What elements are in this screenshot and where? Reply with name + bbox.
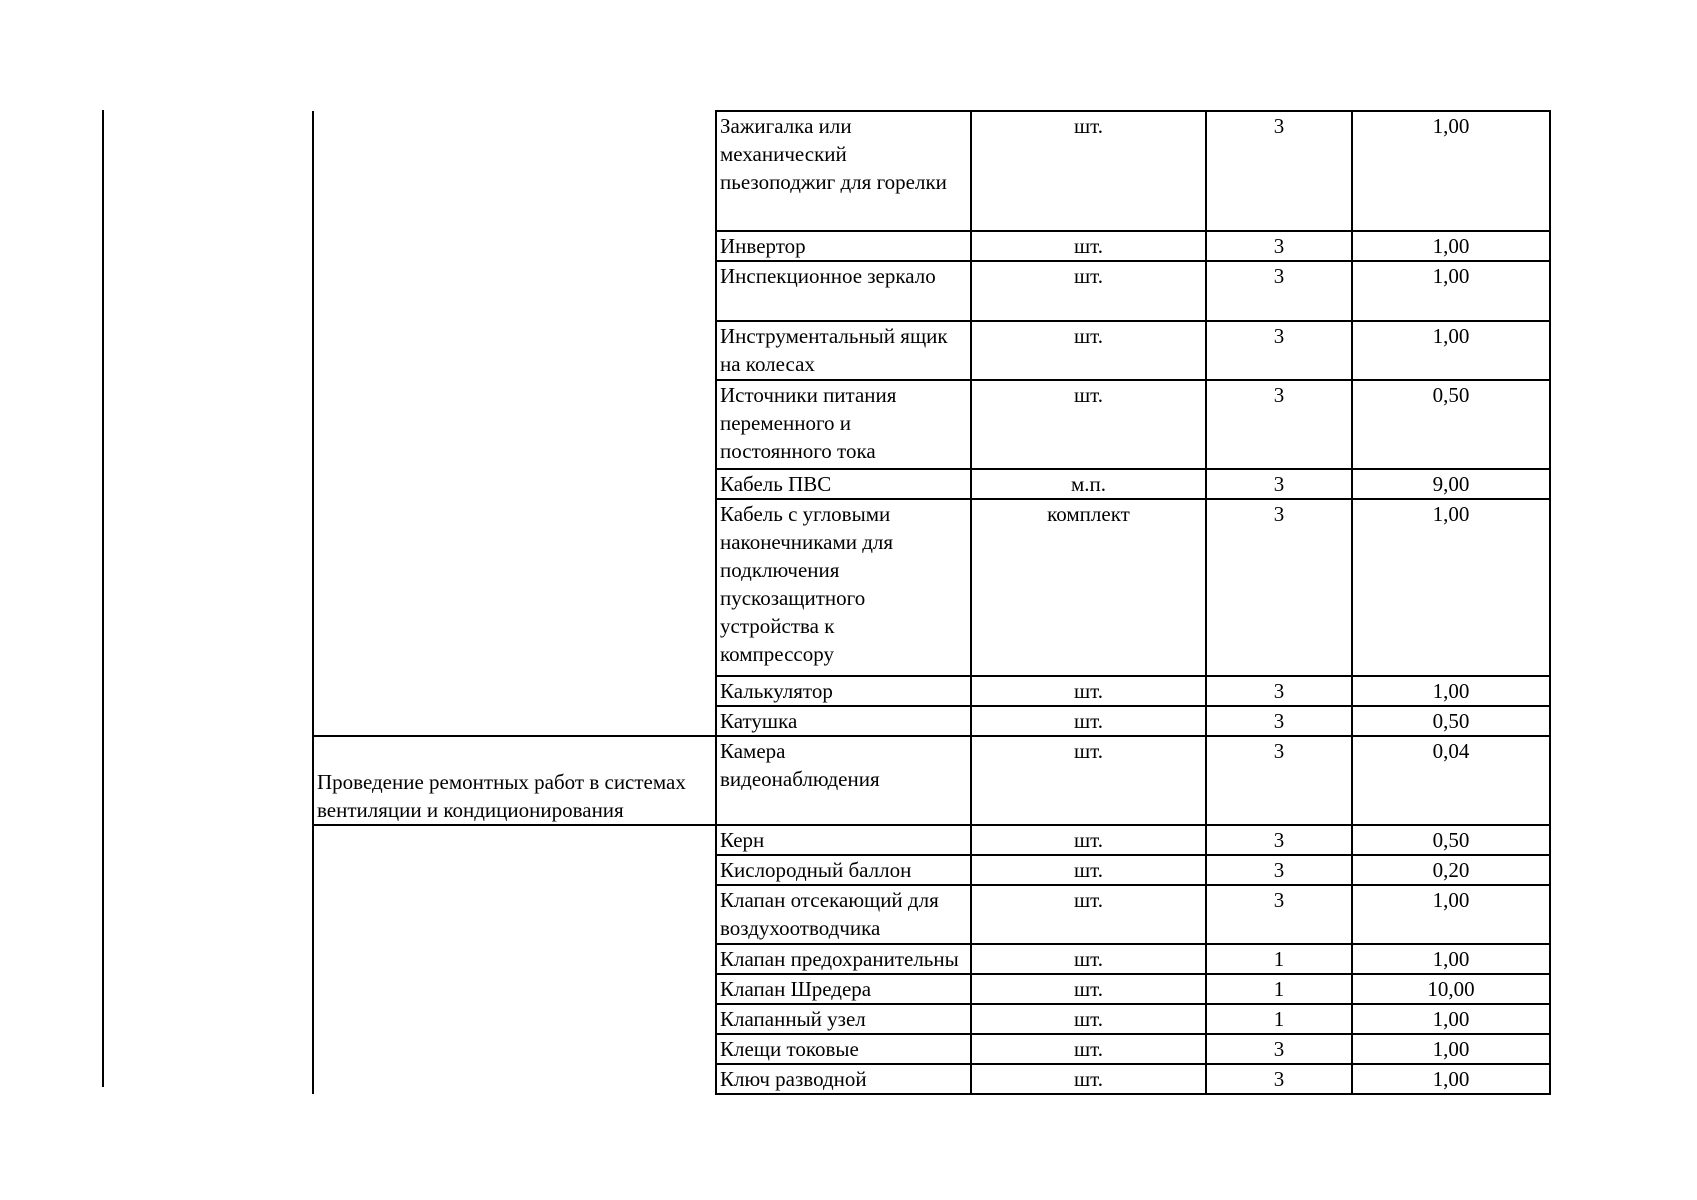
item-name: Источники питания переменного и постоянного тока (716, 380, 971, 469)
item-value: 9,00 (1352, 469, 1550, 499)
item-value: 1,00 (1352, 261, 1550, 321)
item-name: Ключ разводной (716, 1064, 971, 1094)
table-row (313, 111, 1550, 231)
item-value: 0,20 (1352, 855, 1550, 885)
item-value: 10,00 (1352, 974, 1550, 1004)
item-value: 1,00 (1352, 111, 1550, 231)
item-name: Инспекционное зеркало (716, 261, 971, 321)
item-unit: шт. (971, 261, 1206, 321)
item-value: 0,50 (1352, 825, 1550, 855)
materials-table (312, 110, 1551, 1095)
item-unit: шт. (971, 885, 1206, 944)
table-row (313, 736, 1550, 825)
item-qty: 3 (1206, 499, 1352, 676)
item-qty: 3 (1206, 825, 1352, 855)
item-unit: шт. (971, 111, 1206, 231)
item-unit: шт. (971, 974, 1206, 1004)
item-unit: шт. (971, 1034, 1206, 1064)
item-name: Калькулятор (716, 676, 971, 706)
item-name: Клапан отсекающий для воздухоотводчика (716, 885, 971, 944)
section-cell-empty (313, 825, 716, 1094)
item-name: Кабель с угловыми наконечниками для подключения пускозащитного устройства к компрессору (716, 499, 971, 676)
table-row (313, 825, 1550, 855)
item-unit: шт. (971, 944, 1206, 974)
item-name: Клещи токовые (716, 1034, 971, 1064)
item-unit: шт. (971, 706, 1206, 736)
item-value: 1,00 (1352, 321, 1550, 380)
item-unit: шт. (971, 736, 1206, 825)
item-qty: 3 (1206, 321, 1352, 380)
item-qty: 3 (1206, 706, 1352, 736)
item-unit: шт. (971, 321, 1206, 380)
item-qty: 3 (1206, 885, 1352, 944)
item-name: Клапан предохранительны (716, 944, 971, 974)
item-qty: 3 (1206, 261, 1352, 321)
item-unit: шт. (971, 676, 1206, 706)
left-border-line (102, 110, 104, 1087)
item-value: 1,00 (1352, 944, 1550, 974)
item-qty: 1 (1206, 944, 1352, 974)
item-value: 1,00 (1352, 1034, 1550, 1064)
item-qty: 3 (1206, 1034, 1352, 1064)
item-value: 1,00 (1352, 1004, 1550, 1034)
item-qty: 3 (1206, 855, 1352, 885)
section-cell-empty (313, 111, 716, 736)
item-unit: шт. (971, 855, 1206, 885)
item-value: 1,00 (1352, 231, 1550, 261)
item-unit: шт. (971, 380, 1206, 469)
item-unit: шт. (971, 1064, 1206, 1094)
item-qty: 1 (1206, 1004, 1352, 1034)
item-value: 1,00 (1352, 885, 1550, 944)
item-qty: 3 (1206, 676, 1352, 706)
item-qty: 3 (1206, 736, 1352, 825)
item-value: 0,50 (1352, 706, 1550, 736)
item-name: Керн (716, 825, 971, 855)
item-name: Клапанный узел (716, 1004, 971, 1034)
item-value: 0,04 (1352, 736, 1550, 825)
item-name: Кабель ПВС (716, 469, 971, 499)
section-label: Проведение ремонтных работ в системах вентиляции и кондиционирования (313, 736, 716, 825)
item-unit: шт. (971, 825, 1206, 855)
item-value: 0,50 (1352, 380, 1550, 469)
item-value: 1,00 (1352, 676, 1550, 706)
item-name: Клапан Шредера (716, 974, 971, 1004)
item-name: Кислородный баллон (716, 855, 971, 885)
item-unit: шт. (971, 231, 1206, 261)
item-unit: шт. (971, 1004, 1206, 1034)
item-name: Инструментальный ящик на колесах (716, 321, 971, 380)
item-unit: м.п. (971, 469, 1206, 499)
item-qty: 3 (1206, 1064, 1352, 1094)
item-name: Зажигалка или механический пьезоподжиг для горелки (716, 111, 971, 231)
item-name: Катушка (716, 706, 971, 736)
item-value: 1,00 (1352, 499, 1550, 676)
item-qty: 3 (1206, 469, 1352, 499)
item-name: Камера видеонаблюдения (716, 736, 971, 825)
item-name: Инвертор (716, 231, 971, 261)
item-qty: 3 (1206, 380, 1352, 469)
item-qty: 1 (1206, 974, 1352, 1004)
item-value: 1,00 (1352, 1064, 1550, 1094)
item-qty: 3 (1206, 231, 1352, 261)
item-unit: комплект (971, 499, 1206, 676)
item-qty: 3 (1206, 111, 1352, 231)
